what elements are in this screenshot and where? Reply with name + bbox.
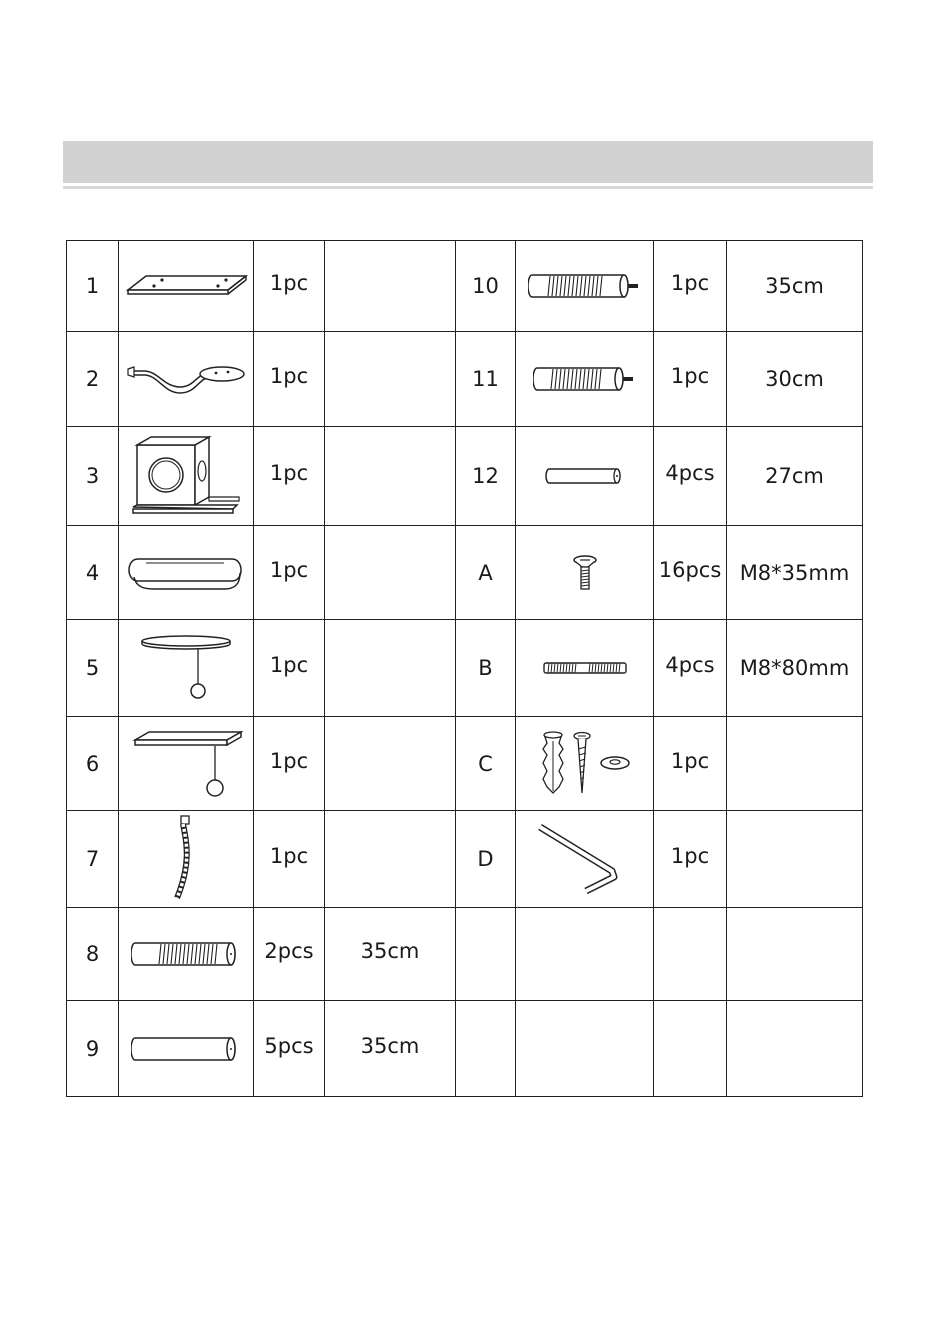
part-qty xyxy=(654,1001,727,1097)
part-size: 27cm xyxy=(727,427,863,526)
part-size xyxy=(727,717,863,811)
part-size: 35cm xyxy=(727,241,863,332)
part-qty xyxy=(654,908,727,1001)
part-size xyxy=(727,1001,863,1097)
plain-tube-icon xyxy=(516,427,654,526)
empty-cell xyxy=(516,908,654,1001)
empty-cell xyxy=(516,1001,654,1097)
part-id xyxy=(456,1001,516,1097)
header-divider xyxy=(63,186,873,189)
part-id: 6 xyxy=(67,717,119,811)
part-qty: 1pc xyxy=(254,241,325,332)
part-qty: 1pc xyxy=(654,241,727,332)
hammock-perch-icon xyxy=(119,332,254,427)
part-id: B xyxy=(456,620,516,717)
part-size: M8*35mm xyxy=(727,526,863,620)
allen-key-icon xyxy=(516,811,654,908)
section-header-bar xyxy=(63,141,873,183)
part-qty: 4pcs xyxy=(654,427,727,526)
part-size xyxy=(325,811,456,908)
part-id: 7 xyxy=(67,811,119,908)
plain-post-icon xyxy=(119,1001,254,1097)
part-size: M8*80mm xyxy=(727,620,863,717)
part-qty: 1pc xyxy=(254,620,325,717)
table-row xyxy=(67,427,863,526)
part-size xyxy=(325,620,456,717)
sisal-post-icon xyxy=(119,908,254,1001)
part-qty: 16pcs xyxy=(654,526,727,620)
table-row xyxy=(67,332,863,427)
sisal-post-with-screw-icon xyxy=(516,241,654,332)
part-size: 35cm xyxy=(325,908,456,1001)
cushion-bed-icon xyxy=(119,526,254,620)
part-qty: 1pc xyxy=(254,811,325,908)
part-qty: 1pc xyxy=(254,332,325,427)
part-id: 1 xyxy=(67,241,119,332)
mounting-board-icon xyxy=(119,241,254,332)
square-platform-with-ball-icon xyxy=(119,717,254,811)
part-id: D xyxy=(456,811,516,908)
part-size xyxy=(325,427,456,526)
part-size xyxy=(727,908,863,1001)
part-qty: 1pc xyxy=(254,717,325,811)
part-id: 10 xyxy=(456,241,516,332)
part-id: C xyxy=(456,717,516,811)
table-row xyxy=(67,908,863,1001)
part-id: 9 xyxy=(67,1001,119,1097)
part-qty: 1pc xyxy=(654,717,727,811)
part-qty: 1pc xyxy=(654,811,727,908)
part-qty: 2pcs xyxy=(254,908,325,1001)
sisal-post-with-screw-icon xyxy=(516,332,654,427)
parts-table xyxy=(66,240,863,1097)
round-platform-with-ball-icon xyxy=(119,620,254,717)
anchor-screw-washer-set-icon xyxy=(516,717,654,811)
part-id: 5 xyxy=(67,620,119,717)
part-qty: 5pcs xyxy=(254,1001,325,1097)
part-id: 12 xyxy=(456,427,516,526)
part-id: 2 xyxy=(67,332,119,427)
table-row xyxy=(67,241,863,332)
part-qty: 1pc xyxy=(254,427,325,526)
part-id xyxy=(456,908,516,1001)
part-id: A xyxy=(456,526,516,620)
part-qty: 1pc xyxy=(254,526,325,620)
table-row xyxy=(67,717,863,811)
part-size xyxy=(727,811,863,908)
flat-head-screw-icon xyxy=(516,526,654,620)
part-qty: 4pcs xyxy=(654,620,727,717)
table-row xyxy=(67,526,863,620)
table-row xyxy=(67,620,863,717)
table-row xyxy=(67,1001,863,1097)
part-size: 35cm xyxy=(325,1001,456,1097)
part-qty: 1pc xyxy=(654,332,727,427)
part-id: 11 xyxy=(456,332,516,427)
part-size xyxy=(325,241,456,332)
part-id: 3 xyxy=(67,427,119,526)
part-id: 8 xyxy=(67,908,119,1001)
part-size xyxy=(325,526,456,620)
part-size xyxy=(325,717,456,811)
table-row xyxy=(67,811,863,908)
rope-toy-icon xyxy=(119,811,254,908)
double-thread-bolt-icon xyxy=(516,620,654,717)
part-size: 30cm xyxy=(727,332,863,427)
part-size xyxy=(325,332,456,427)
condo-box-icon xyxy=(119,427,254,526)
part-id: 4 xyxy=(67,526,119,620)
